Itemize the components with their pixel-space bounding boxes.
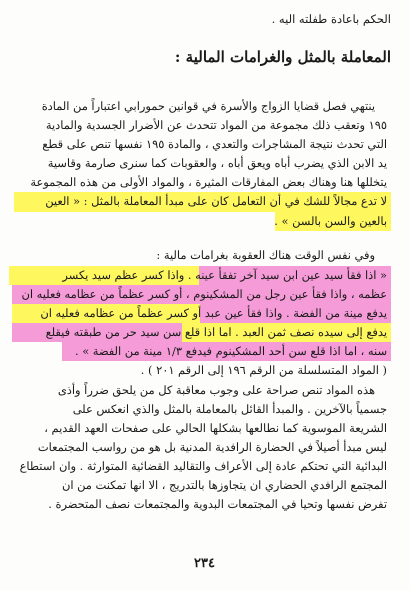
paragraph-line: الشريعة الموسوية كما نطالعها بشكلها الحالي على صفحات العهد القديم ،: [44, 421, 387, 435]
paragraph-line: يد الابن الذي يضرب أباه ويعق أباه ، والعقوبات كما سنرى صارمة وقاسية: [47, 156, 387, 170]
section-title: المعاملة بالمثل والغرامات المالية :: [174, 48, 391, 66]
paragraph-line-highlighted: بالعين والسن بالسن » .: [274, 214, 387, 228]
paragraph-line: ينتهي فصل قضايا الزواج والأسرة في قوانين حمورابي اعتباراً من المادة: [41, 99, 375, 113]
quote-line-highlighted: سنه ، اما اذا قلع سن أحد المشكينوم فيدفع ١/٣ مينة من الفضة » .: [74, 344, 387, 358]
paragraph-line-highlighted: لا تدع مجالاً للشك في أن التعامل كان على مبدأ المعاملة بالمثل : « العين: [45, 194, 387, 208]
paragraph-intro: وفي نفس الوقت هناك العقوبة بغرامات مالية :: [156, 248, 375, 262]
quote-line-highlighted: « اذا فقأ سيد عين ابن سيد آخر تفقأ عينه . واذا كسر عظم سيد يكسر: [62, 268, 387, 282]
paragraph-line: البدائية التي تحتكم عادة إلى الأعراف والتقاليد القضائية المتوارثة . وان استطاع: [19, 459, 387, 473]
quote-line-highlighted: يدفع مينة من الفضة . واذا فقأ عين عبد أو كسر عظماً من عظامه فعليه ان: [40, 306, 387, 320]
page-number: ٢٣٤: [194, 556, 215, 571]
paragraph-line: جسمياً بالآخرين . والمبدأ القائل بالمعاملة بالمثل والذي انعكس على: [72, 402, 387, 416]
paragraph-line: تفرض نفسها وتحيا في المجتمعات البدوية والمجتمعات نصف المتحضرة .: [48, 497, 387, 511]
top-line: الحكم باعادة طفلته اليه .: [271, 12, 391, 26]
paragraph-line: ١٩٥ وتعقب ذلك مجموعة من المواد تتحدث عن الأضرار الجسدية والمادية: [45, 118, 387, 132]
paragraph-line: ليس مبدأ أصيلاً في الحضارة الرافدية المدنية بل هو من رواسب المجتمعات: [37, 440, 387, 454]
quote-line-highlighted: عظمه ، واذا فقأ عين رجل من المشكينوم ، أو كسر عظماً من عظامه فعليه ان: [21, 287, 387, 301]
paragraph-line: يتخللها هنا وهناك بعض المفارقات المثيرة ، والمواد الأولى من هذه المجموعة: [30, 175, 387, 189]
paragraph-line: هذه المواد تنص صراحة على وجوب معاقبة كل من يلحق ضرراً وأذى: [57, 383, 375, 397]
paragraph-line: المجتمع الرافدي الحضاري ان يتجاوزها بالتدريج ، الا انها تمكنت من ان: [61, 478, 387, 492]
paragraph-line: التي تحدث نتيجة المشاجرات والتعدي ، والمادة ١٩٥ نفسها تنص على قطع: [42, 137, 387, 151]
quote-line-highlighted: يدفع إلى سيده نصف ثمن العبد . اما اذا قلع سن سيد حر من طبقته فيقلع: [45, 325, 387, 339]
quote-reference: ( المواد المتسلسلة من الرقم ١٩٦ إلى الرقم ٢٠١ ) .: [140, 363, 387, 377]
